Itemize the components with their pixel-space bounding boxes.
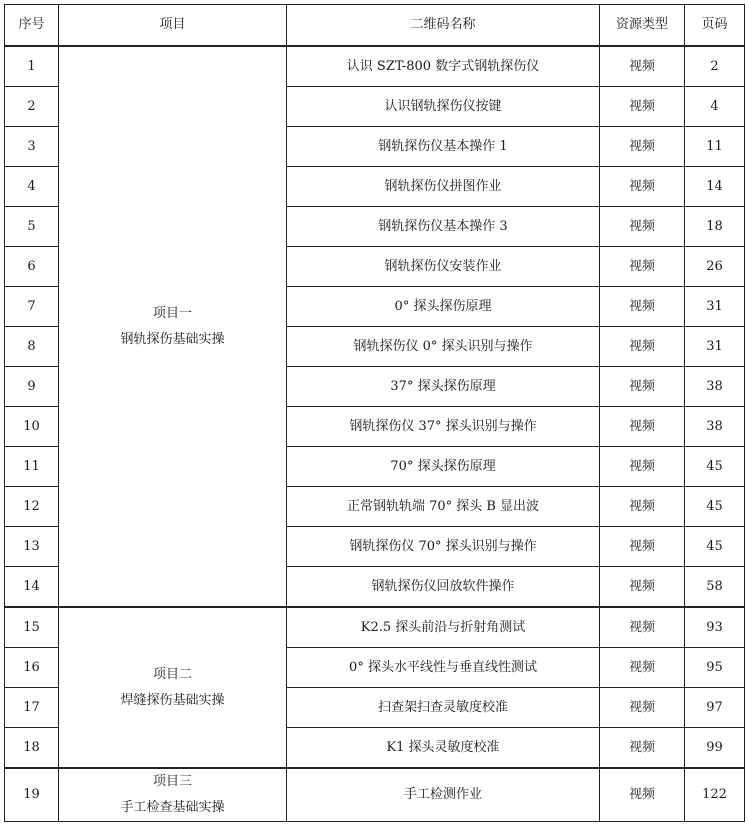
page-number: 45 — [685, 527, 745, 567]
row-index: 19 — [5, 768, 59, 822]
page-number: 122 — [685, 768, 745, 822]
page-number: 38 — [685, 407, 745, 447]
page-number: 93 — [685, 607, 745, 648]
qr-name: 扫查架扫查灵敏度校准 — [287, 688, 600, 728]
resource-type: 视频 — [600, 127, 685, 167]
project-cell — [59, 607, 287, 768]
row-index: 1 — [5, 46, 59, 87]
qr-name: K2.5 探头前沿与折射角测试 — [287, 607, 600, 648]
project-number: 项目一 — [152, 305, 192, 321]
row-index: 8 — [5, 327, 59, 367]
qr-name: 37° 探头探伤原理 — [287, 367, 600, 407]
page-number: 31 — [685, 327, 745, 367]
header-row — [5, 5, 745, 47]
resource-type: 视频 — [600, 607, 685, 648]
project-title: 焊缝探伤基础实操 — [120, 692, 225, 708]
header-project: 项目 — [59, 5, 287, 47]
row-index: 6 — [5, 247, 59, 287]
table-row — [5, 46, 745, 87]
row-index: 9 — [5, 367, 59, 407]
table-row — [5, 768, 745, 822]
resource-type: 视频 — [600, 367, 685, 407]
row-index: 17 — [5, 688, 59, 728]
resource-type: 视频 — [600, 327, 685, 367]
resource-table — [4, 4, 745, 822]
page-number: 45 — [685, 447, 745, 487]
resource-type: 视频 — [600, 247, 685, 287]
project-title: 手工检查基础实操 — [120, 800, 225, 815]
qr-name: 钢轨探伤仪基本操作 1 — [287, 127, 600, 167]
page-number: 14 — [685, 167, 745, 207]
page-number: 18 — [685, 207, 745, 247]
page-number: 11 — [685, 127, 745, 167]
page-number: 26 — [685, 247, 745, 287]
header-page: 页码 — [685, 5, 745, 47]
resource-type: 视频 — [600, 728, 685, 769]
row-index: 3 — [5, 127, 59, 167]
project-cell — [59, 46, 287, 607]
resource-type: 视频 — [600, 167, 685, 207]
qr-name: 手工检测作业 — [287, 768, 600, 822]
row-index: 16 — [5, 648, 59, 688]
page-number: 2 — [685, 46, 745, 87]
resource-type: 视频 — [600, 688, 685, 728]
qr-name: 钢轨探伤仪安装作业 — [287, 247, 600, 287]
page-number: 58 — [685, 567, 745, 608]
row-index: 13 — [5, 527, 59, 567]
qr-name: 认识钢轨探伤仪按键 — [287, 87, 600, 127]
page-number: 38 — [685, 367, 745, 407]
row-index: 15 — [5, 607, 59, 648]
page-number: 31 — [685, 287, 745, 327]
row-index: 2 — [5, 87, 59, 127]
resource-type: 视频 — [600, 487, 685, 527]
resource-type: 视频 — [600, 447, 685, 487]
resource-type: 视频 — [600, 407, 685, 447]
qr-name: 钢轨探伤仪回放软件操作 — [287, 567, 600, 608]
row-index: 7 — [5, 287, 59, 327]
project-number: 项目二 — [152, 666, 192, 682]
page-number: 99 — [685, 728, 745, 769]
header-qr-name: 二维码名称 — [287, 5, 600, 47]
qr-name: 认识 SZT-800 数字式钢轨探伤仪 — [287, 46, 600, 87]
table-row — [5, 607, 745, 648]
qr-name: 钢轨探伤仪基本操作 3 — [287, 207, 600, 247]
table-body — [5, 46, 745, 822]
header-resource-type: 资源类型 — [600, 5, 685, 47]
row-index: 14 — [5, 567, 59, 608]
page-number: 45 — [685, 487, 745, 527]
row-index: 4 — [5, 167, 59, 207]
qr-name: K1 探头灵敏度校准 — [287, 728, 600, 769]
resource-type: 视频 — [600, 648, 685, 688]
row-index: 18 — [5, 728, 59, 769]
page-number: 95 — [685, 648, 745, 688]
project-cell — [59, 768, 287, 822]
resource-type: 视频 — [600, 567, 685, 608]
header-index: 序号 — [5, 5, 59, 47]
row-index: 12 — [5, 487, 59, 527]
page-number: 97 — [685, 688, 745, 728]
resource-type: 视频 — [600, 287, 685, 327]
resource-type: 视频 — [600, 527, 685, 567]
qr-name: 钢轨探伤仪 37° 探头识别与操作 — [287, 407, 600, 447]
project-title: 钢轨探伤基础实操 — [120, 331, 225, 347]
resource-type: 视频 — [600, 87, 685, 127]
page-number: 4 — [685, 87, 745, 127]
qr-name: 正常钢轨轨端 70° 探头 B 显出波 — [287, 487, 600, 527]
qr-name: 钢轨探伤仪拼图作业 — [287, 167, 600, 207]
resource-type: 视频 — [600, 46, 685, 87]
resource-type: 视频 — [600, 768, 685, 822]
qr-name: 0° 探头水平线性与垂直线性测试 — [287, 648, 600, 688]
row-index: 5 — [5, 207, 59, 247]
project-number: 项目三 — [152, 774, 192, 789]
row-index: 11 — [5, 447, 59, 487]
row-index: 10 — [5, 407, 59, 447]
resource-type: 视频 — [600, 207, 685, 247]
qr-name: 0° 探头探伤原理 — [287, 287, 600, 327]
qr-name: 钢轨探伤仪 70° 探头识别与操作 — [287, 527, 600, 567]
qr-name: 钢轨探伤仪 0° 探头识别与操作 — [287, 327, 600, 367]
qr-name: 70° 探头探伤原理 — [287, 447, 600, 487]
